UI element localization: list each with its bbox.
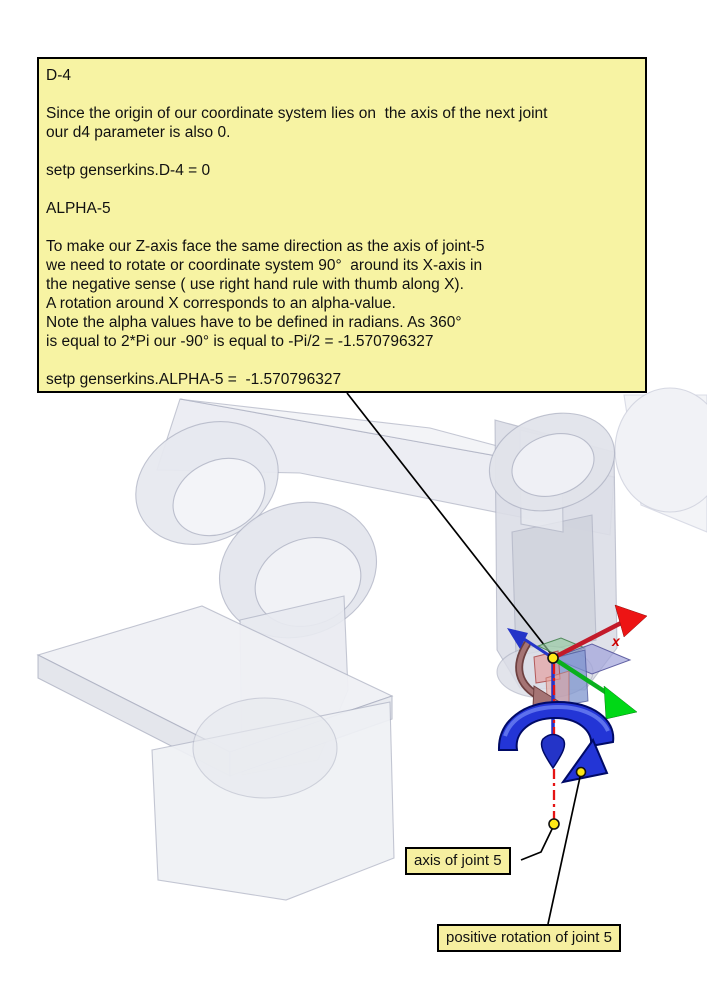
note-box bbox=[37, 57, 647, 393]
note-text-line: Note the alpha values have to be defined in radians. As 360° bbox=[46, 314, 462, 331]
note-text-line bbox=[46, 142, 645, 161]
leader-axis-callout bbox=[521, 827, 553, 860]
note-text-line: To make our Z-axis face the same direction as the axis of joint-5 bbox=[46, 238, 485, 255]
note-text-line bbox=[46, 180, 645, 199]
note-text-line bbox=[46, 85, 645, 104]
joint5-axis-marker-dot bbox=[549, 819, 559, 829]
x-axis-label: x bbox=[612, 633, 620, 649]
note-text-line: our d4 parameter is also 0. bbox=[46, 124, 231, 141]
note-text-line: the negative sense ( use right hand rule with thumb along X). bbox=[46, 276, 464, 293]
z-axis-new-arrowhead bbox=[541, 735, 564, 769]
callout-positive-rotation-joint5: positive rotation of joint 5 bbox=[437, 924, 621, 952]
note-text-line: A rotation around X corresponds to an alpha-value. bbox=[46, 295, 396, 312]
joint5-rotation-arrowhead bbox=[563, 740, 607, 782]
robot-plinth-disc bbox=[193, 698, 337, 798]
note-text-line: Since the origin of our coordinate system lies on the axis of the next joint bbox=[46, 105, 548, 122]
origin-marker-dot bbox=[548, 653, 558, 663]
note-text-line: ALPHA-5 bbox=[46, 200, 111, 217]
note-text-line: we need to rotate or coordinate system 90° around its X-axis in bbox=[46, 257, 483, 274]
note-text-line bbox=[46, 351, 645, 370]
note-text-line: setp genserkins.ALPHA-5 = -1.570796327 bbox=[46, 371, 342, 388]
x-axis-arrowhead bbox=[615, 605, 647, 637]
note-text-line: setp genserkins.D-4 = 0 bbox=[46, 162, 211, 179]
callout-axis-of-joint5: axis of joint 5 bbox=[405, 847, 511, 875]
robot-arm-model bbox=[38, 388, 707, 900]
note-text-line bbox=[46, 218, 645, 237]
y-axis-arrowhead bbox=[604, 686, 637, 719]
leader-rotation-callout bbox=[548, 777, 580, 924]
rotation-marker-dot bbox=[577, 768, 586, 777]
note-text-line: is equal to 2*Pi our -90° is equal to -Pi/2 = -1.570796327 bbox=[46, 333, 434, 350]
note-text-line: D-4 bbox=[46, 67, 71, 84]
